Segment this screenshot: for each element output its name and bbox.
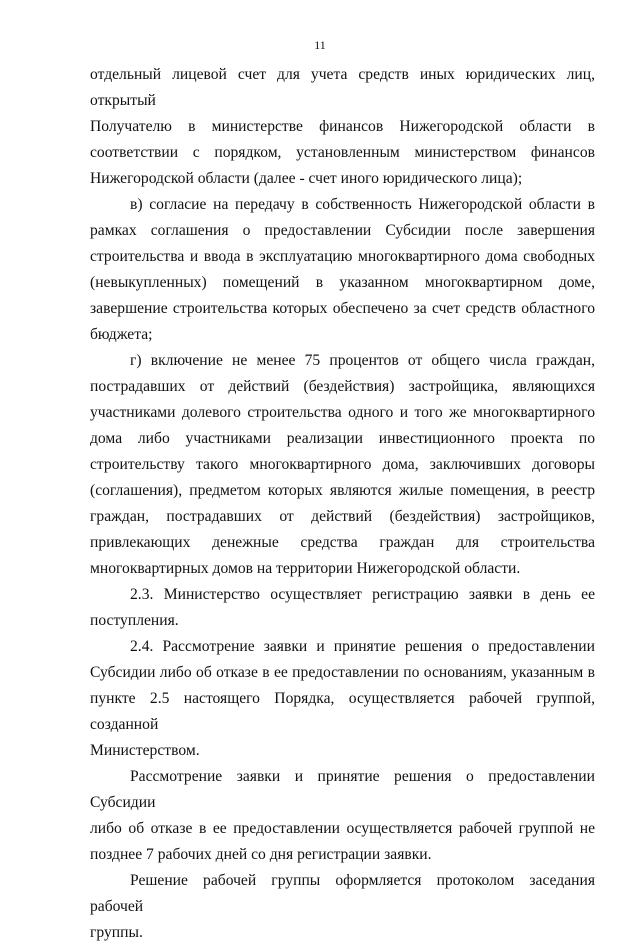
text-line: строительству такого многоквартирного дома, заключивших договоры — [90, 456, 595, 473]
text-line: (соглашения), предметом которых являются жилые помещения, в реестр — [90, 482, 595, 499]
text-line: многоквартирных домов на территории Нижегородской области. — [90, 560, 521, 577]
text-line: строительства и ввода в эксплуатацию многоквартирного дома свободных — [90, 248, 595, 265]
paragraph — [90, 62, 595, 192]
text-line: бюджета; — [90, 326, 153, 343]
text-line: завершение строительства которых обеспечено за счет средств областного — [90, 300, 595, 317]
paragraph — [90, 348, 595, 582]
paragraph — [90, 868, 595, 946]
text-line: либо об отказе в ее предоставлении осуществляется рабочей группой не — [90, 820, 595, 837]
text-line: пункте 2.5 настоящего Порядка, осуществляется рабочей группой, созданной — [90, 690, 595, 733]
paragraph — [90, 634, 595, 764]
text-line: Нижегородской области (далее - счет иного юридического лица); — [90, 170, 523, 187]
paragraph — [90, 192, 595, 348]
paragraph — [90, 582, 595, 634]
text-line: 2.4. Рассмотрение заявки и принятие решения о предоставлении — [130, 638, 595, 655]
text-line: поступления. — [90, 612, 179, 629]
text-line: Получателю в министерстве финансов Нижегородской области в — [90, 118, 595, 135]
text-line: соответствии с порядком, установленным министерством финансов — [90, 144, 595, 161]
text-line: в) согласие на передачу в собственность Нижегородской области в — [130, 196, 595, 213]
text-line: 2.3. Министерство осуществляет регистрацию заявки в день ее — [130, 586, 595, 603]
text-line: Рассмотрение заявки и принятие решения о предоставлении Субсидии — [90, 768, 595, 811]
text-line: г) включение не менее 75 процентов от общего числа граждан, — [130, 352, 595, 369]
text-line: пострадавших от действий (бездействия) застройщика, являющихся — [90, 378, 595, 395]
text-line: позднее 7 рабочих дней со дня регистрации заявки. — [90, 846, 432, 863]
page-number: 11 — [314, 38, 326, 52]
text-line: группы. — [90, 924, 143, 941]
text-line: (невыкупленных) помещений в указанном многоквартирном доме, — [90, 274, 595, 291]
text-line: отдельный лицевой счет для учета средств иных юридических лиц, открытый — [90, 66, 595, 109]
document-body — [90, 62, 595, 946]
text-line: граждан, пострадавших от действий (бездействия) застройщиков, — [90, 508, 595, 525]
text-line: рамках соглашения о предоставлении Субсидии после завершения — [90, 222, 595, 239]
text-line: привлекающих денежные средства граждан для строительства — [90, 534, 595, 551]
text-line: Решение рабочей группы оформляется протоколом заседания рабочей — [90, 872, 595, 915]
paragraph — [90, 764, 595, 868]
text-line: участниками долевого строительства одного и того же многоквартирного — [90, 404, 595, 421]
text-line: Субсидии либо об отказе в ее предоставлении по основаниям, указанным в — [90, 664, 595, 681]
text-line: дома либо участниками реализации инвестиционного проекта по — [90, 430, 595, 447]
text-line: Министерством. — [90, 742, 200, 759]
